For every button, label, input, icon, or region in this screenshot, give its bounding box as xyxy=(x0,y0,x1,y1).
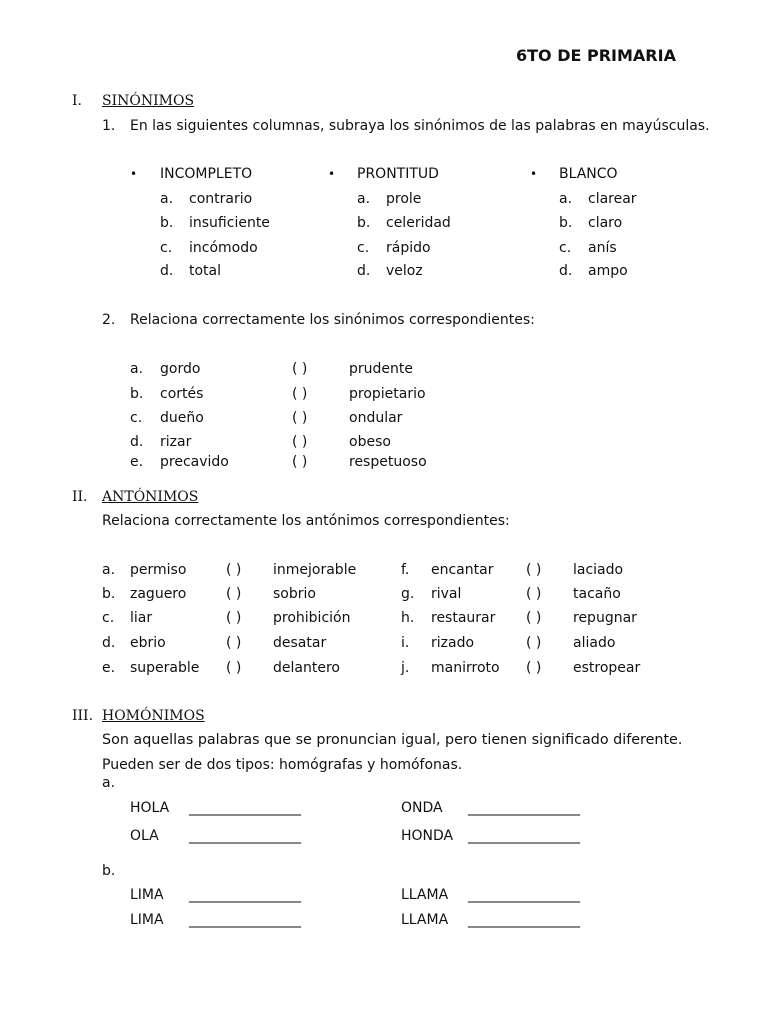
option-word[interactable]: anís xyxy=(588,240,617,256)
homonyms-definition: Son aquellas palabras que se pronuncian igual, pero tienen significado diferente. xyxy=(102,732,683,748)
q2-number: 2. xyxy=(102,312,116,328)
option-word[interactable]: ampo xyxy=(588,263,628,279)
homonym-word: LLAMA xyxy=(401,912,449,928)
option-word[interactable]: rápido xyxy=(386,240,431,256)
match-word: ebrio xyxy=(130,635,166,651)
match-letter: h. xyxy=(401,610,415,626)
match-option: sobrio xyxy=(273,586,316,602)
match-option: aliado xyxy=(573,635,616,651)
homonym-word: ONDA xyxy=(401,800,443,816)
answer-blank[interactable]: ________________ xyxy=(189,887,301,903)
option-letter: d. xyxy=(357,263,371,279)
match-letter: g. xyxy=(401,586,415,602)
synonym-head-incompleto: INCOMPLETO xyxy=(160,166,253,182)
answer-parentheses[interactable]: ( ) xyxy=(526,610,542,626)
match-letter: a. xyxy=(102,562,116,578)
section-ii-numeral: II. xyxy=(72,489,88,505)
section-i-title: SINÓNIMOS xyxy=(102,93,195,109)
option-letter: c. xyxy=(559,240,572,256)
match-option: prudente xyxy=(349,361,413,377)
match-letter: d. xyxy=(130,434,144,450)
match-option: inmejorable xyxy=(273,562,357,578)
match-option: repugnar xyxy=(573,610,637,626)
match-word: permiso xyxy=(130,562,187,578)
answer-blank[interactable]: ________________ xyxy=(468,828,580,844)
match-letter: a. xyxy=(130,361,144,377)
part-a-label: a. xyxy=(102,775,116,791)
answer-parentheses[interactable]: ( ) xyxy=(292,361,308,377)
answer-blank[interactable]: ________________ xyxy=(468,800,580,816)
answer-parentheses[interactable]: ( ) xyxy=(292,434,308,450)
answer-parentheses[interactable]: ( ) xyxy=(292,454,308,470)
match-word: precavido xyxy=(160,454,229,470)
option-word[interactable]: total xyxy=(189,263,222,279)
match-word: restaurar xyxy=(431,610,496,626)
match-option: propietario xyxy=(349,386,426,402)
answer-parentheses[interactable]: ( ) xyxy=(226,635,242,651)
section-iii-title: HOMÓNIMOS xyxy=(102,708,205,724)
answer-parentheses[interactable]: ( ) xyxy=(526,660,542,676)
match-word: rival xyxy=(431,586,462,602)
answer-blank[interactable]: ________________ xyxy=(189,828,301,844)
option-word[interactable]: claro xyxy=(588,215,623,231)
match-letter: b. xyxy=(130,386,144,402)
q2-instruction: Relaciona correctamente los sinónimos correspondientes: xyxy=(130,312,535,328)
option-letter: b. xyxy=(357,215,371,231)
option-letter: b. xyxy=(160,215,174,231)
match-letter: i. xyxy=(401,635,410,651)
match-letter: f. xyxy=(401,562,410,578)
option-letter: d. xyxy=(160,263,174,279)
homonyms-types: Pueden ser de dos tipos: homógrafas y homófonas. xyxy=(102,757,463,773)
match-option: desatar xyxy=(273,635,327,651)
match-option: ondular xyxy=(349,410,403,426)
match-option: prohibición xyxy=(273,610,351,626)
bullet-incompleto: • xyxy=(130,167,138,181)
option-letter: a. xyxy=(160,191,174,207)
match-word: cortés xyxy=(160,386,204,402)
option-letter: c. xyxy=(160,240,173,256)
answer-blank[interactable]: ________________ xyxy=(468,912,580,928)
answer-parentheses[interactable]: ( ) xyxy=(226,562,242,578)
match-word: superable xyxy=(130,660,200,676)
match-word: rizar xyxy=(160,434,192,450)
q1-instruction: En las siguientes columnas, subraya los sinónimos de las palabras en mayúsculas. xyxy=(130,118,710,134)
homonym-word: HOLA xyxy=(130,800,170,816)
answer-parentheses[interactable]: ( ) xyxy=(226,660,242,676)
option-letter: a. xyxy=(357,191,371,207)
option-word[interactable]: clarear xyxy=(588,191,637,207)
match-word: rizado xyxy=(431,635,475,651)
match-option: estropear xyxy=(573,660,641,676)
match-option: obeso xyxy=(349,434,391,450)
answer-parentheses[interactable]: ( ) xyxy=(526,562,542,578)
homonym-word: OLA xyxy=(130,828,159,844)
answer-blank[interactable]: ________________ xyxy=(189,800,301,816)
answer-blank[interactable]: ________________ xyxy=(468,887,580,903)
grade-title: 6TO DE PRIMARIA xyxy=(516,46,676,65)
option-word[interactable]: celeridad xyxy=(386,215,451,231)
answer-parentheses[interactable]: ( ) xyxy=(226,610,242,626)
homonym-word: LLAMA xyxy=(401,887,449,903)
answer-parentheses[interactable]: ( ) xyxy=(226,586,242,602)
match-word: manirroto xyxy=(431,660,500,676)
match-letter: c. xyxy=(130,410,143,426)
match-word: gordo xyxy=(160,361,201,377)
answer-parentheses[interactable]: ( ) xyxy=(526,586,542,602)
match-letter: b. xyxy=(102,586,116,602)
section-i-numeral: I. xyxy=(72,93,82,109)
antonyms-instruction: Relaciona correctamente los antónimos correspondientes: xyxy=(102,513,510,529)
homonym-word: HONDA xyxy=(401,828,454,844)
match-option: delantero xyxy=(273,660,340,676)
match-letter: c. xyxy=(102,610,115,626)
bullet-prontitud: • xyxy=(328,167,336,181)
section-iii-numeral: III. xyxy=(72,708,94,724)
homonym-word: LIMA xyxy=(130,887,164,903)
match-word: dueño xyxy=(160,410,204,426)
match-letter: e. xyxy=(130,454,144,470)
match-option: laciado xyxy=(573,562,624,578)
match-word: liar xyxy=(130,610,153,626)
section-ii-title: ANTÓNIMOS xyxy=(102,489,199,505)
match-word: zaguero xyxy=(130,586,187,602)
answer-blank[interactable]: ________________ xyxy=(189,912,301,928)
homonym-word: LIMA xyxy=(130,912,164,928)
synonym-head-prontitud: PRONTITUD xyxy=(357,166,439,182)
option-word[interactable]: prole xyxy=(386,191,422,207)
match-letter: e. xyxy=(102,660,116,676)
match-option: tacaño xyxy=(573,586,621,602)
option-word[interactable]: veloz xyxy=(386,263,423,279)
option-word[interactable]: contrario xyxy=(189,191,253,207)
option-letter: c. xyxy=(357,240,370,256)
option-letter: a. xyxy=(559,191,573,207)
option-letter: d. xyxy=(559,263,573,279)
part-b-label: b. xyxy=(102,863,116,879)
option-word[interactable]: incómodo xyxy=(189,240,258,256)
q1-number: 1. xyxy=(102,118,116,134)
answer-parentheses[interactable]: ( ) xyxy=(526,635,542,651)
synonym-head-blanco: BLANCO xyxy=(559,166,618,182)
answer-parentheses[interactable]: ( ) xyxy=(292,410,308,426)
option-word[interactable]: insuficiente xyxy=(189,215,270,231)
option-letter: b. xyxy=(559,215,573,231)
match-letter: d. xyxy=(102,635,116,651)
answer-parentheses[interactable]: ( ) xyxy=(292,386,308,402)
match-letter: j. xyxy=(401,660,410,676)
match-word: encantar xyxy=(431,562,494,578)
match-option: respetuoso xyxy=(349,454,427,470)
bullet-blanco: • xyxy=(530,167,538,181)
